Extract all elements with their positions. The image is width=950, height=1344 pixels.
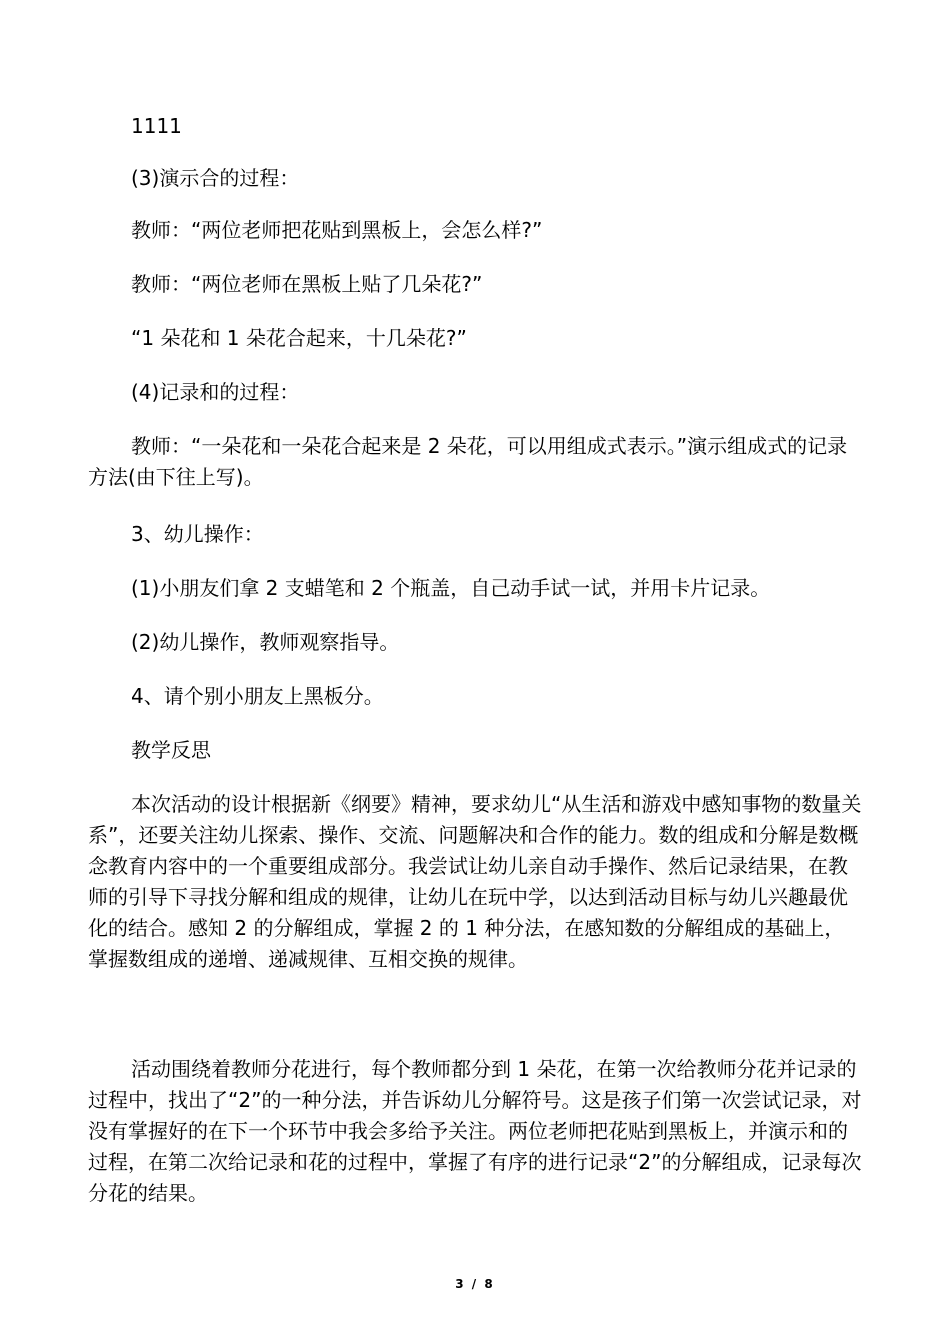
paragraph-11: 4、请个别小朋友上黑板分。 xyxy=(131,684,384,708)
paragraph-3: 教师：“两位老师把花贴到黑板上，会怎么样?” xyxy=(131,218,543,242)
paragraph-heading-reflection: 教学反思 xyxy=(131,738,211,762)
paragraph-8: 3、幼儿操作： xyxy=(131,522,264,546)
page-number: 3 / 8 xyxy=(455,1277,495,1291)
paragraph-2: (3)演示合的过程： xyxy=(131,166,300,190)
paragraph-4: 教师：“两位老师在黑板上贴了几朵花?” xyxy=(131,272,483,296)
paragraph-14: 活动围绕着教师分花进行，每个教师都分到 1 朵花，在第一次给教师分花并记录的过程中，找出了“2”的一种分法，并告诉幼儿分解符号。这是孩子们第一次尝试记录，对没有掌握好的在下一个环节中我会多给予关注。两位老师把花贴到黑板上，并演示和的过程，在第二次给记录和花的过程中，掌握了有序的进行记录“2”的分解组成，记录每次分花的结果。 xyxy=(88,1057,862,1205)
paragraph-7: 教师：“一朵花和一朵花合起来是 2 朵花，可以用组成式表示。”演示组成式的记录方法(由下往上写)。 xyxy=(88,434,848,489)
paragraph-10: (2)幼儿操作，教师观察指导。 xyxy=(131,630,400,654)
document-page xyxy=(88,0,862,1344)
paragraph-5: “1 朵花和 1 朵花合起来，十几朵花?” xyxy=(131,326,467,350)
paragraph-13: 本次活动的设计根据新《纲要》精神，要求幼儿“从生活和游戏中感知事物的数量关系”，还要关注幼儿探索、操作、交流、问题解决和合作的能力。数的组成和分解是数概念教育内容中的一个重要组成部分。我尝试让幼儿亲自动手操作、然后记录结果，在教师的引导下寻找分解和组成的规律，让幼儿在玩中学，以达到活动目标与幼儿兴趣最优化的结合。感知 2 的分解组成，掌握 2 的 1 种分法，在感知数的分解组成的基础上，掌握数组成的递增、递减规律、互相交换的规律。 xyxy=(88,792,862,971)
paragraph-9: (1)小朋友们拿 2 支蜡笔和 2 个瓶盖，自己动手试一试，并用卡片记录。 xyxy=(131,576,771,600)
paragraph-6: (4)记录和的过程： xyxy=(131,380,300,404)
paragraph-1: 1111 xyxy=(131,114,182,138)
